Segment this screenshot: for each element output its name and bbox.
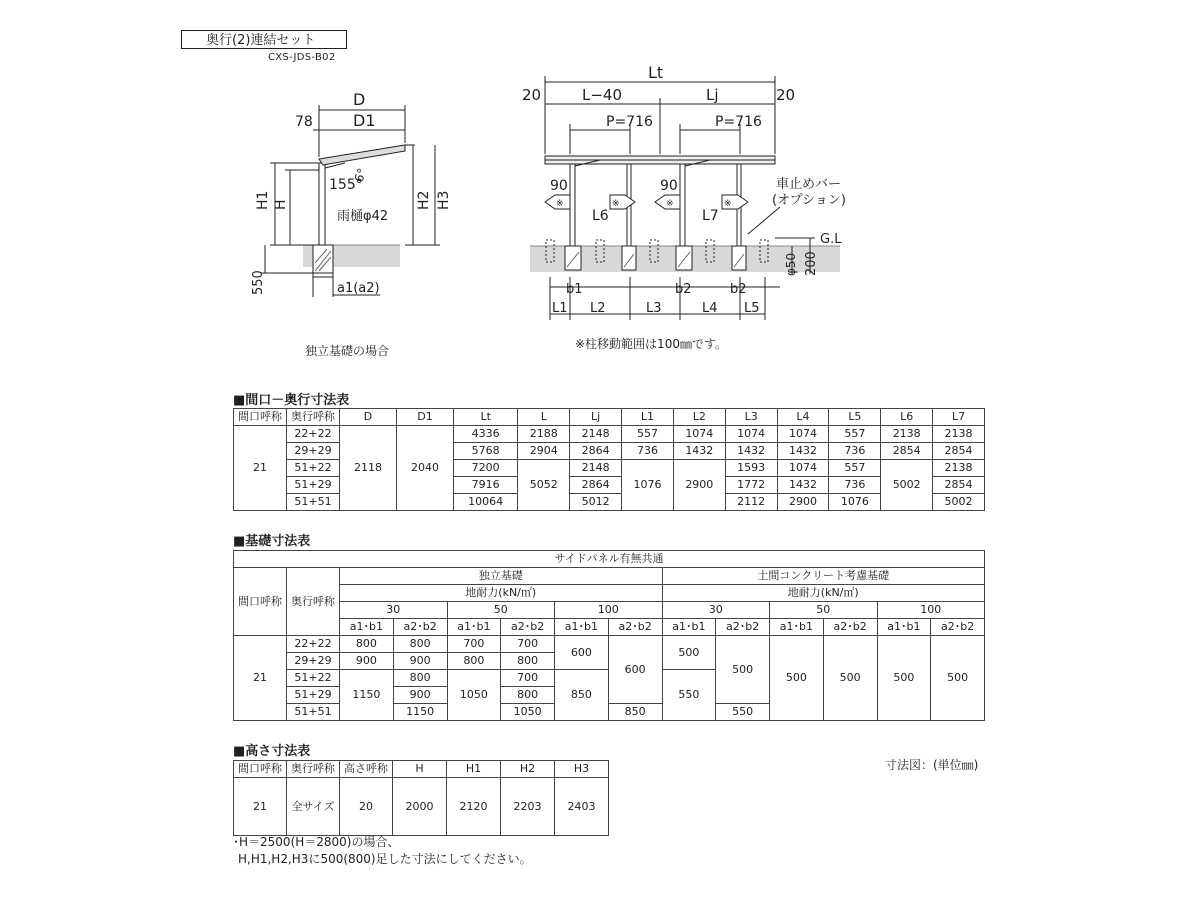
cell: 1150 bbox=[393, 704, 447, 721]
cell: 736 bbox=[622, 443, 674, 460]
cell: 7200 bbox=[454, 460, 518, 477]
th-ab: a1･b1 bbox=[340, 619, 394, 636]
th-ab: a1･b1 bbox=[877, 619, 931, 636]
th-ab: a2･b2 bbox=[393, 619, 447, 636]
cell: 700 bbox=[501, 670, 555, 687]
cell: 1432 bbox=[777, 477, 829, 494]
table3-title: ■高さ寸法表 bbox=[233, 744, 311, 759]
th-L: L bbox=[518, 409, 570, 426]
table-header-row bbox=[234, 761, 609, 778]
label-stopper: 車止めバー bbox=[776, 177, 842, 192]
label-P1: P=716 bbox=[606, 114, 653, 130]
cell: 51+51 bbox=[287, 704, 340, 721]
cell: 2148 bbox=[570, 426, 622, 443]
table-header-row bbox=[234, 585, 985, 602]
cell: 800 bbox=[501, 653, 555, 670]
cell: 2148 bbox=[570, 460, 622, 477]
label-20-left: 20 bbox=[522, 86, 542, 104]
cell: 2112 bbox=[725, 494, 777, 511]
table-row bbox=[234, 636, 985, 653]
label-H3: H3 bbox=[436, 190, 452, 210]
th-ab: a2･b2 bbox=[716, 619, 770, 636]
mark-3: ※ bbox=[666, 199, 674, 209]
label-L7: L7 bbox=[702, 208, 719, 224]
table-header-row bbox=[234, 551, 985, 568]
th-capacity: 地耐力(kN/㎡) bbox=[662, 585, 985, 602]
cell: 2118 bbox=[340, 426, 397, 511]
label-H: H bbox=[273, 199, 289, 210]
cell: 2138 bbox=[881, 426, 933, 443]
th-L7: L7 bbox=[933, 409, 985, 426]
cell: 1593 bbox=[725, 460, 777, 477]
th: 高さ呼称 bbox=[340, 761, 393, 778]
th-Lt: Lt bbox=[454, 409, 518, 426]
label-Lt: Lt bbox=[648, 63, 664, 82]
cell: 全サイズ bbox=[287, 778, 340, 836]
th-D1: D1 bbox=[397, 409, 454, 426]
cell: 600 bbox=[608, 636, 662, 704]
cell: 51+51 bbox=[287, 494, 340, 511]
cell: 900 bbox=[340, 653, 394, 670]
label-b2-a: b2 bbox=[675, 282, 692, 297]
cell: 550 bbox=[662, 670, 716, 721]
label-90-left: 90 bbox=[550, 178, 568, 194]
label-200: 200 bbox=[804, 251, 819, 276]
label-gutter: 雨樋φ42 bbox=[337, 209, 389, 224]
cell: 1076 bbox=[622, 460, 674, 511]
cell: 20 bbox=[340, 778, 393, 836]
th: 間口呼称 bbox=[234, 761, 287, 778]
th-capacity: 地耐力(kN/㎡) bbox=[340, 585, 663, 602]
footnote-line2: H,H1,H2,H3に500(800)足した寸法にしてください。 bbox=[238, 852, 532, 866]
foundation-table bbox=[233, 550, 985, 721]
cell: 700 bbox=[447, 636, 501, 653]
cell: 2000 bbox=[393, 778, 447, 836]
th-ab: a2･b2 bbox=[501, 619, 555, 636]
th-L6: L6 bbox=[881, 409, 933, 426]
th: 奥行呼称 bbox=[287, 761, 340, 778]
label-P2: P=716 bbox=[715, 114, 762, 130]
cell: 5002 bbox=[881, 460, 933, 511]
th-L3: L3 bbox=[725, 409, 777, 426]
height-table bbox=[233, 760, 609, 836]
cell: 500 bbox=[770, 636, 824, 721]
label-L3: L3 bbox=[646, 301, 662, 316]
side-view-diagram bbox=[245, 85, 460, 300]
label-D: D bbox=[353, 90, 366, 109]
cell: 500 bbox=[716, 636, 770, 704]
cell: 1432 bbox=[777, 443, 829, 460]
cell: 1772 bbox=[725, 477, 777, 494]
table-row bbox=[234, 778, 609, 836]
label-phi50: φ50 bbox=[784, 252, 798, 276]
label-L1: L1 bbox=[552, 301, 568, 316]
cell: 1074 bbox=[777, 426, 829, 443]
cell: 500 bbox=[823, 636, 877, 721]
cell: 2900 bbox=[777, 494, 829, 511]
cell: 900 bbox=[393, 687, 447, 704]
cell: 4336 bbox=[454, 426, 518, 443]
label-b2-b: b2 bbox=[730, 282, 747, 297]
cell: 2854 bbox=[933, 477, 985, 494]
cell: 557 bbox=[829, 460, 881, 477]
th-cap: 100 bbox=[555, 602, 663, 619]
th-L5: L5 bbox=[829, 409, 881, 426]
front-view-diagram bbox=[510, 62, 850, 327]
cell: 1076 bbox=[829, 494, 881, 511]
cell: 10064 bbox=[454, 494, 518, 511]
cell: 1050 bbox=[447, 670, 501, 721]
cell: 51+29 bbox=[287, 687, 340, 704]
th-L4: L4 bbox=[777, 409, 829, 426]
th-maguchi: 間口呼称 bbox=[234, 568, 287, 636]
cell: 2403 bbox=[555, 778, 609, 836]
cell: 1074 bbox=[673, 426, 725, 443]
label-550: 550 bbox=[251, 270, 266, 295]
th-ab: a1･b1 bbox=[662, 619, 716, 636]
label-L2: L2 bbox=[590, 301, 606, 316]
cell: 22+22 bbox=[287, 426, 340, 443]
cell: 850 bbox=[608, 704, 662, 721]
table2-title: ■基礎寸法表 bbox=[233, 534, 311, 549]
th-ab: a2･b2 bbox=[931, 619, 985, 636]
label-90-right: 90 bbox=[660, 178, 678, 194]
cell: 600 bbox=[555, 636, 609, 670]
cell: 800 bbox=[393, 636, 447, 653]
cell: 29+29 bbox=[287, 653, 340, 670]
cell: 2188 bbox=[518, 426, 570, 443]
front-note: ※柱移動範囲は100㎜です。 bbox=[575, 337, 727, 351]
th-cap: 50 bbox=[770, 602, 878, 619]
label-D1: D1 bbox=[353, 111, 376, 130]
table-header-row bbox=[234, 602, 985, 619]
cell: 550 bbox=[716, 704, 770, 721]
cell: 51+29 bbox=[287, 477, 340, 494]
label-GL: G.L bbox=[820, 232, 842, 247]
cell: 800 bbox=[393, 670, 447, 687]
cell: 5768 bbox=[454, 443, 518, 460]
cell: 736 bbox=[829, 443, 881, 460]
cell: 21 bbox=[234, 636, 287, 721]
cell: 29+29 bbox=[287, 443, 340, 460]
th-ab: a1･b1 bbox=[555, 619, 609, 636]
th: H3 bbox=[555, 761, 609, 778]
cell: 500 bbox=[931, 636, 985, 721]
th-cap: 100 bbox=[877, 602, 985, 619]
cell: 1074 bbox=[777, 460, 829, 477]
th: H1 bbox=[447, 761, 501, 778]
cell: 51+22 bbox=[287, 670, 340, 687]
label-a1: a1(a2) bbox=[337, 281, 380, 296]
model-code: CXS-JDS-B02 bbox=[268, 52, 336, 63]
th-L1: L1 bbox=[622, 409, 674, 426]
th-cap: 30 bbox=[662, 602, 770, 619]
th-L2: L2 bbox=[673, 409, 725, 426]
label-H1: H1 bbox=[255, 190, 271, 210]
cell: 2854 bbox=[881, 443, 933, 460]
cell: 5002 bbox=[933, 494, 985, 511]
cell: 1050 bbox=[501, 704, 555, 721]
label-b1: b1 bbox=[566, 282, 583, 297]
label-L5: L5 bbox=[744, 301, 760, 316]
cell: 51+22 bbox=[287, 460, 340, 477]
label-L40: L−40 bbox=[582, 86, 623, 104]
th-concrete: 土間コンクリート考慮基礎 bbox=[662, 568, 985, 585]
cell: 2138 bbox=[933, 460, 985, 477]
th-ab: a2･b2 bbox=[608, 619, 662, 636]
cell: 2854 bbox=[933, 443, 985, 460]
cell: 5052 bbox=[518, 460, 570, 511]
label-L4: L4 bbox=[702, 301, 718, 316]
th: H bbox=[393, 761, 447, 778]
cell: 21 bbox=[234, 426, 287, 511]
cell: 2900 bbox=[673, 460, 725, 511]
cell: 500 bbox=[662, 636, 716, 670]
cell: 557 bbox=[829, 426, 881, 443]
cell: 2864 bbox=[570, 443, 622, 460]
table-header-row bbox=[234, 568, 985, 585]
cell: 800 bbox=[340, 636, 394, 653]
cell: 2120 bbox=[447, 778, 501, 836]
cell: 700 bbox=[501, 636, 555, 653]
mark-4: ※ bbox=[724, 199, 732, 209]
label-L6: L6 bbox=[592, 208, 609, 224]
footnote-line1: ･H＝2500(H＝2800)の場合、 bbox=[233, 835, 400, 849]
dimension-table bbox=[233, 408, 985, 511]
side-caption: 独立基礎の場合 bbox=[305, 344, 390, 358]
label-78: 78 bbox=[295, 114, 313, 130]
th: H2 bbox=[501, 761, 555, 778]
th-Lj: Lj bbox=[570, 409, 622, 426]
th-maguchi: 間口呼称 bbox=[234, 409, 287, 426]
table-header-row bbox=[234, 409, 985, 426]
cell: 557 bbox=[622, 426, 674, 443]
cell: 800 bbox=[447, 653, 501, 670]
table-row bbox=[234, 426, 985, 443]
set-title: 奥行(2)連結セット bbox=[181, 30, 347, 49]
cell: 2203 bbox=[501, 778, 555, 836]
th-independent: 独立基礎 bbox=[340, 568, 663, 585]
th-ab: a2･b2 bbox=[823, 619, 877, 636]
cell: 1432 bbox=[673, 443, 725, 460]
label-angle: 155° bbox=[329, 177, 363, 193]
th-cap: 50 bbox=[447, 602, 555, 619]
th-ab: a1･b1 bbox=[770, 619, 824, 636]
th-D: D bbox=[340, 409, 397, 426]
table-header-row bbox=[234, 619, 985, 636]
label-20-right: 20 bbox=[776, 86, 796, 104]
cell: 2040 bbox=[397, 426, 454, 511]
th-cap: 30 bbox=[340, 602, 448, 619]
label-H2: H2 bbox=[416, 190, 432, 210]
mark-2: ※ bbox=[612, 199, 620, 209]
cell: 500 bbox=[877, 636, 931, 721]
cell: 800 bbox=[501, 687, 555, 704]
cell: 1074 bbox=[725, 426, 777, 443]
th-okuyuki: 奥行呼称 bbox=[287, 409, 340, 426]
cell: 900 bbox=[393, 653, 447, 670]
label-Lj: Lj bbox=[706, 86, 719, 104]
th-okuyuki: 奥行呼称 bbox=[287, 568, 340, 636]
label-deg: 6° bbox=[351, 166, 370, 185]
cell: 2904 bbox=[518, 443, 570, 460]
cell: 850 bbox=[555, 670, 609, 721]
cell: 2138 bbox=[933, 426, 985, 443]
cell: 7916 bbox=[454, 477, 518, 494]
cell: 2864 bbox=[570, 477, 622, 494]
cell: 22+22 bbox=[287, 636, 340, 653]
cell: 736 bbox=[829, 477, 881, 494]
mark-1: ※ bbox=[556, 199, 564, 209]
cell: 1432 bbox=[725, 443, 777, 460]
cell: 21 bbox=[234, 778, 287, 836]
cell: 1150 bbox=[340, 670, 394, 721]
cell: 5012 bbox=[570, 494, 622, 511]
th-ab: a1･b1 bbox=[447, 619, 501, 636]
label-option: (オプション) bbox=[772, 193, 846, 208]
th-common: サイドパネル有無共通 bbox=[234, 551, 985, 568]
unit-note: 寸法図：(単位㎜) bbox=[885, 758, 979, 772]
table1-title: ■間口－奥行寸法表 bbox=[233, 393, 350, 408]
